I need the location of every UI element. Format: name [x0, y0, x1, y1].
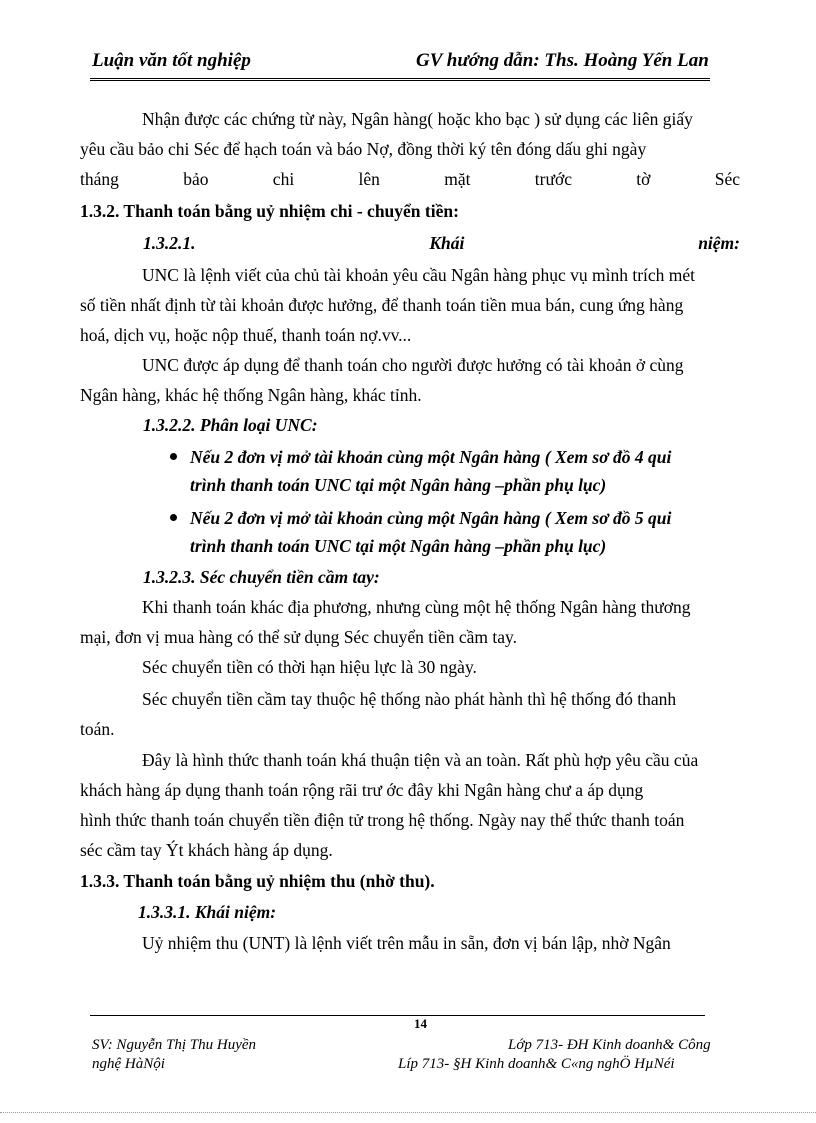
justified-word: niệm: — [698, 233, 740, 253]
paragraph-line: Khi thanh toán khác địa phương, nhưng cùng một hệ thống Ngân hàng thương — [142, 597, 691, 617]
justified-word: tháng — [80, 169, 119, 189]
paragraph-line: Đây là hình thức thanh toán khá thuận tiện và an toàn. Rất phù hợp yêu cầu của — [142, 750, 699, 770]
paragraph-line: hình thức thanh toán chuyển tiền điện tử trong hệ thống. Ngày nay thể thức thanh toán — [80, 810, 685, 830]
paragraph-line: hoá, dịch vụ, hoặc nộp thuế, thanh toán nợ.vv... — [80, 325, 412, 345]
bullet-line: trình thanh toán UNC tại một Ngân hàng –phần phụ lục) — [190, 536, 607, 556]
section-heading-1-3-2: 1.3.2. Thanh toán bằng uỷ nhiệm chi - chuyển tiền: — [80, 201, 459, 221]
justified-word: trước — [534, 169, 572, 189]
paragraph-line: số tiền nhất định từ tài khoản được hưởng, để thanh toán tiền mua bán, cung ứng hàng — [80, 295, 684, 315]
paragraph-line: séc cầm tay Ýt khách hàng áp dụng. — [80, 840, 333, 860]
header-right-advisor: GV hướng dẫn: Ths. Hoàng Yến Lan — [416, 50, 709, 71]
bullet-line: Nếu 2 đơn vị mở tài khoản cùng một Ngân hàng ( Xem sơ đồ 4 qui — [190, 447, 672, 467]
paragraph-line: Ngân hàng, khác hệ thống Ngân hàng, khác tỉnh. — [80, 385, 422, 405]
paragraph-line: Séc chuyển tiền cầm tay thuộc hệ thống nào phát hành thì hệ thống đó thanh — [142, 689, 677, 709]
footer-class-encoded: Líp 713- §H Kinh doanh& C«ng nghÖ HµNéi — [398, 1056, 675, 1072]
justified-word: Séc — [714, 169, 740, 189]
footer-rule — [90, 1015, 705, 1016]
header-left-title: Luận văn tốt nghiệp — [92, 50, 251, 71]
footer-student: SV: Nguyễn Thị Thu Huyền — [92, 1037, 257, 1053]
bullet-icon — [170, 514, 177, 521]
bottom-dotted-rule — [0, 1112, 816, 1113]
justified-word: 1.3.2.1. — [143, 233, 196, 253]
footer-school: nghệ HàNội — [92, 1056, 165, 1072]
bullet-line: trình thanh toán UNC tại một Ngân hàng –phần phụ lục) — [190, 475, 607, 495]
paragraph-line: UNC được áp dụng để thanh toán cho người được hưởng có tài khoản ở cùng — [142, 355, 684, 375]
page-number: 14 — [414, 1016, 427, 1031]
paragraph-line: mại, đơn vị mua hàng có thể sử dụng Séc chuyển tiền cầm tay. — [80, 627, 518, 647]
bullet-icon — [170, 453, 177, 460]
subsection-heading-1-3-3-1: 1.3.3.1. Khái niệm: — [138, 902, 277, 922]
paragraph-line-justified — [80, 164, 740, 195]
justified-word: lên — [358, 169, 380, 189]
paragraph-line: Uỷ nhiệm thu (UNT) là lệnh viết trên mẫu in sẵn, đơn vị bán lập, nhờ Ngân — [142, 933, 671, 953]
header-rule — [90, 78, 710, 81]
justified-word: chi — [272, 169, 295, 189]
section-heading-1-3-3: 1.3.3. Thanh toán bằng uỷ nhiệm thu (nhờ thu). — [80, 871, 435, 891]
subsection-heading-1-3-2-3: 1.3.2.3. Séc chuyển tiền cầm tay: — [143, 567, 380, 587]
justified-word: bảo — [183, 169, 209, 189]
bullet-line: Nếu 2 đơn vị mở tài khoản cùng một Ngân hàng ( Xem sơ đồ 5 qui — [190, 508, 672, 528]
subsection-heading-1-3-2-1 — [143, 228, 740, 259]
paragraph-line: UNC là lệnh viết của chủ tài khoản yêu cầu Ngân hàng phục vụ mình trích mét — [142, 265, 696, 285]
paragraph-line: toán. — [80, 719, 115, 739]
paragraph-line: Nhận được các chứng từ này, Ngân hàng( hoặc kho bạc ) sử dụng các liên giấy — [142, 109, 693, 129]
paragraph-line: Séc chuyển tiền có thời hạn hiệu lực là 30 ngày. — [142, 657, 477, 677]
justified-word: tờ — [636, 169, 651, 189]
subsection-heading-1-3-2-2: 1.3.2.2. Phân loại UNC: — [143, 415, 318, 435]
justified-word: Khái — [429, 233, 465, 253]
paragraph-line: yêu cầu bảo chi Séc để hạch toán và báo Nợ, đồng thời ký tên đóng dấu ghi ngày — [80, 139, 647, 159]
paragraph-line: khách hàng áp dụng thanh toán rộng rãi trư ớc đây khi Ngân hàng chư a áp dụng — [80, 780, 644, 800]
justified-word: mặt — [444, 169, 471, 189]
footer-class: Lớp 713- ĐH Kinh doanh& Công — [508, 1037, 711, 1053]
